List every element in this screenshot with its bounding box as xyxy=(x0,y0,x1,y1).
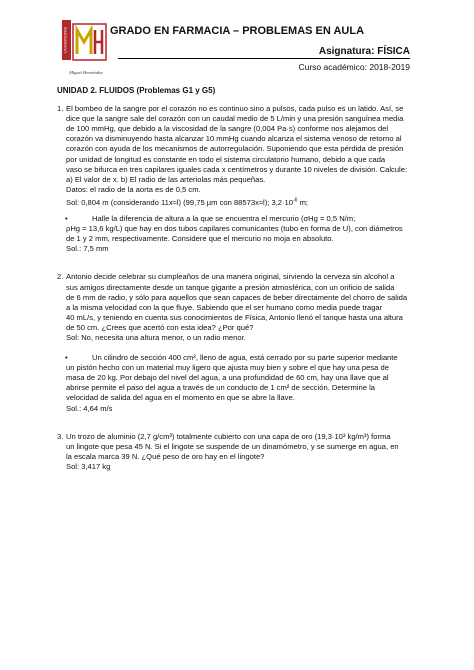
problem-line: El bombeo de la sangre por el corazón no es continuo sino a pulsos, cada pulso es un latido. Así, se xyxy=(66,104,404,114)
problem-line: la escala marca 39 N. ¿Qué peso de oro hay en el lingote? xyxy=(66,451,265,461)
solution-line: Sol.: 7,5 mm xyxy=(66,244,109,254)
bullet-icon: • xyxy=(65,353,68,363)
bullet-problem-1 xyxy=(57,214,419,254)
problem-line: a) El valor de x. b) El radio de las arteriolas más pequeñas. xyxy=(66,174,266,184)
problem-3 xyxy=(57,432,419,472)
problem-line: velocidad de salida del agua en el momento en que se abre la llave. xyxy=(66,393,295,403)
problem-line: de 6 mm de radio, y sólo para aquellos que sean capaces de beber directamente del chorro de salida xyxy=(66,292,408,302)
problem-line: corazón con ayuda de los mecanismos de autorregulación. Suponiendo que esta pérdida de presión xyxy=(66,144,404,154)
problem-line: Datos: el radio de la aorta es de 0,5 cm. xyxy=(66,184,201,194)
problem-line: dice que la sangre sale del corazón con un caudal medio de 5 L/min y una presión sanguínea media xyxy=(66,114,404,124)
logo-side-text: UNIVERSITAS xyxy=(62,26,68,54)
problem-line: masa de 20 kg. Por debajo del nivel del agua, a una profundidad de 60 cm, hay una llave que al xyxy=(66,373,389,383)
problem-line: Un cilindro de sección 400 cm², lleno de agua, está cerrado por su parte superior mediante xyxy=(92,353,398,363)
unit-title: UNIDAD 2. FLUIDOS (Problemas G1 y G5) xyxy=(57,86,216,95)
problem-line: a la misma velocidad con la que fluye. Sabiendo que el ser humano como media puede tragar xyxy=(66,302,383,312)
problem-number: 2. xyxy=(57,272,64,282)
problem-line: Halle la diferencia de altura a la que se encuentra el mercurio (σHg = 0,5 N/m; xyxy=(92,214,356,224)
problem-line: abrirse permite el paso del agua a través de un conducto de 1 cm² de sección. Determine la xyxy=(66,383,375,393)
solution-line: Sol.: 4,64 m/s xyxy=(66,403,113,413)
solution-exponent: -6 xyxy=(293,197,298,204)
problem-number: 1. xyxy=(57,104,64,114)
problem-line: un lingote que pesa 45 N. Si el lingote se suspende de un dinamómetro, y se sumerge en agua, en xyxy=(66,441,399,451)
problem-2 xyxy=(57,272,419,343)
header-divider xyxy=(118,58,410,59)
problem-number: 3. xyxy=(57,431,64,441)
problem-line: de 50 cm. ¿Crees que acertó con esta idea? ¿Por qué? xyxy=(66,322,254,332)
problem-line: vaso se bifurca en tres capilares iguales cada x centímetros y durante 10 niveles de división. Calcule: xyxy=(66,164,408,174)
logo-caption: Miguel Hernández xyxy=(69,70,103,75)
course-label: Curso académico: 2018-2019 xyxy=(298,62,410,72)
solution-text: Sol: 0,804 m (considerando 11x≈l) (99,75 µm con 88573x≈l); 3,2·10 xyxy=(66,197,294,207)
problem-1 xyxy=(57,104,419,208)
problem-line: corazón va disminuyendo hasta alcanzar 10 mmHg cuando alcanza el sistema venoso de retorno al xyxy=(66,134,402,144)
problem-line: ρHg = 13,6 kg/L) que hay en dos tubos capilares comunicantes (tubo en forma de U), con diámetros xyxy=(66,224,403,234)
problem-line: sus amigos directamente desde un tanque gigante a presión atmosférica, con un orificio de salida xyxy=(66,282,395,292)
problem-line: Antonio decide celebrar su cumpleaños de una manera original, sirviendo la cerveza sin alcohol a xyxy=(66,272,395,282)
solution-line xyxy=(66,198,419,208)
problem-line: Un trozo de aluminio (2,7 g/cm³) totalmente cubierto con una capa de oro (19,3·10³ kg/m³) forma xyxy=(66,431,391,441)
document-title: GRADO EN FARMACIA – PROBLEMAS EN AULA xyxy=(109,25,365,37)
solution-unit: m; xyxy=(297,197,309,207)
problem-line: de 1 y 2 mm, respectivamente. Considere que el mercurio no moja en absoluto. xyxy=(66,234,334,244)
problem-line: por unidad de longitud es constante en todo el sistema circulatorio humano, debido a que cada xyxy=(66,154,386,164)
problem-line: 40 mL/s, y teniendo en cuenta sus conocimientos de Física, Antonio llenó el tanque hasta una altura xyxy=(66,312,403,322)
solution-line: Sol: 3,417 kg xyxy=(66,461,111,471)
bullet-icon: • xyxy=(65,214,68,224)
solution-line: Sol: No, necesita una altura menor, o un radio menor. xyxy=(66,332,246,342)
bullet-problem-2 xyxy=(57,353,419,414)
problem-line: de 100 mmHg, que debido a la viscosidad de la sangre (0,004 Pa·s) conforme nos alejamos del xyxy=(66,124,389,134)
document-body xyxy=(57,82,419,472)
problem-line: un pistón hecho con un material muy ligero que ajusta muy bien y sobre el que hay una pesa de xyxy=(66,363,389,373)
subject-label: Asignatura: FÍSICA xyxy=(318,46,410,57)
